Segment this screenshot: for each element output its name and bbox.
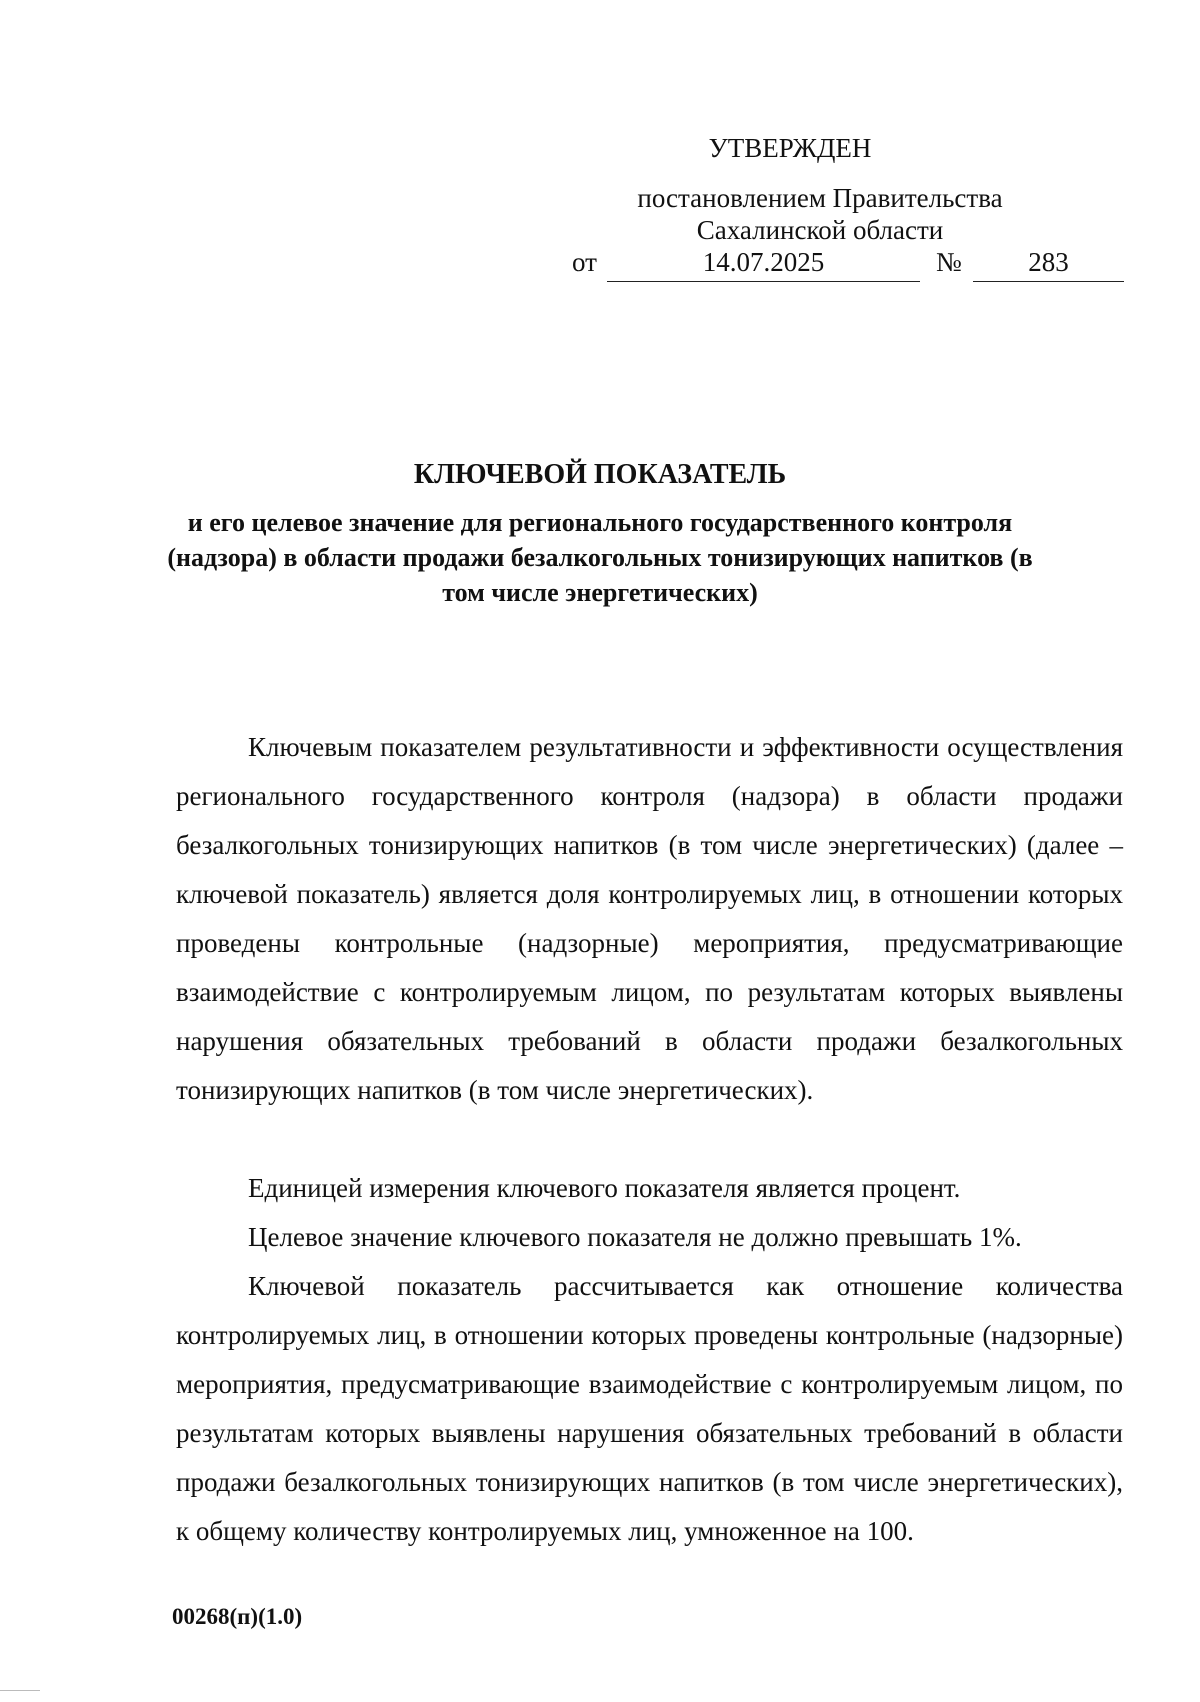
resolution-date: 14.07.2025 — [702, 247, 825, 277]
number-label: № — [936, 247, 962, 277]
paragraph-unit — [176, 1164, 1123, 1213]
approval-heading: УТВЕРЖДЕН — [708, 133, 872, 163]
paragraph-text: Ключевой показатель рассчитывается как отношение количества контролируемых лиц, в отношении которых проведены контрольные (надзорные) мероприятия, предусматривающие взаимодействие с контролируемым лицом, по результатам которых выявлены нарушения обязательных требований в области продажи безалкогольных тонизирующих напитков (в том числе энергетических), к общему количеству контролируемых лиц, умноженное на 100. — [176, 1271, 1123, 1546]
paragraph-key-indicator — [176, 723, 1123, 1115]
resolution-date-number-row — [572, 246, 1124, 286]
document-subtitle: и его целевое значение для регионального государственного контроля (надзора) в области продажи безалкогольных тонизирующих напитков (в том числе энергетических) — [167, 508, 1033, 607]
approving-authority: постановлением Правительства Сахалинской области — [637, 183, 1003, 245]
paragraph-text: Единицей измерения ключевого показателя является процент. — [248, 1173, 961, 1203]
scan-edge-mark — [0, 1690, 40, 1691]
paragraph-text: Ключевым показателем результативности и эффективности осуществления регионального государственного контроля (надзора) в области продажи безалкогольных тонизирующих напитков (в том числе энергетических) (далее – ключевой показатель) является доля контролируемых лиц, в отношении которых проведены контрольные (надзорные) мероприятия, предусматривающие взаимодействие с контролируемым лицом, по результатам которых выявлены нарушения обязательных требований в области продажи безалкогольных тонизирующих напитков (в том числе энергетических). — [176, 732, 1123, 1105]
paragraph-text: Целевое значение ключевого показателя не должно превышать 1%. — [248, 1222, 1022, 1252]
paragraph-target-value — [176, 1213, 1123, 1262]
from-label: от — [572, 247, 597, 277]
date-underline — [607, 281, 920, 282]
resolution-number: 283 — [1028, 247, 1069, 277]
document-title: КЛЮЧЕВОЙ ПОКАЗАТЕЛЬ — [413, 459, 787, 490]
document-code: 00268(п)(1.0) — [172, 1604, 303, 1629]
paragraph-calculation — [176, 1262, 1123, 1556]
number-underline — [973, 281, 1124, 282]
